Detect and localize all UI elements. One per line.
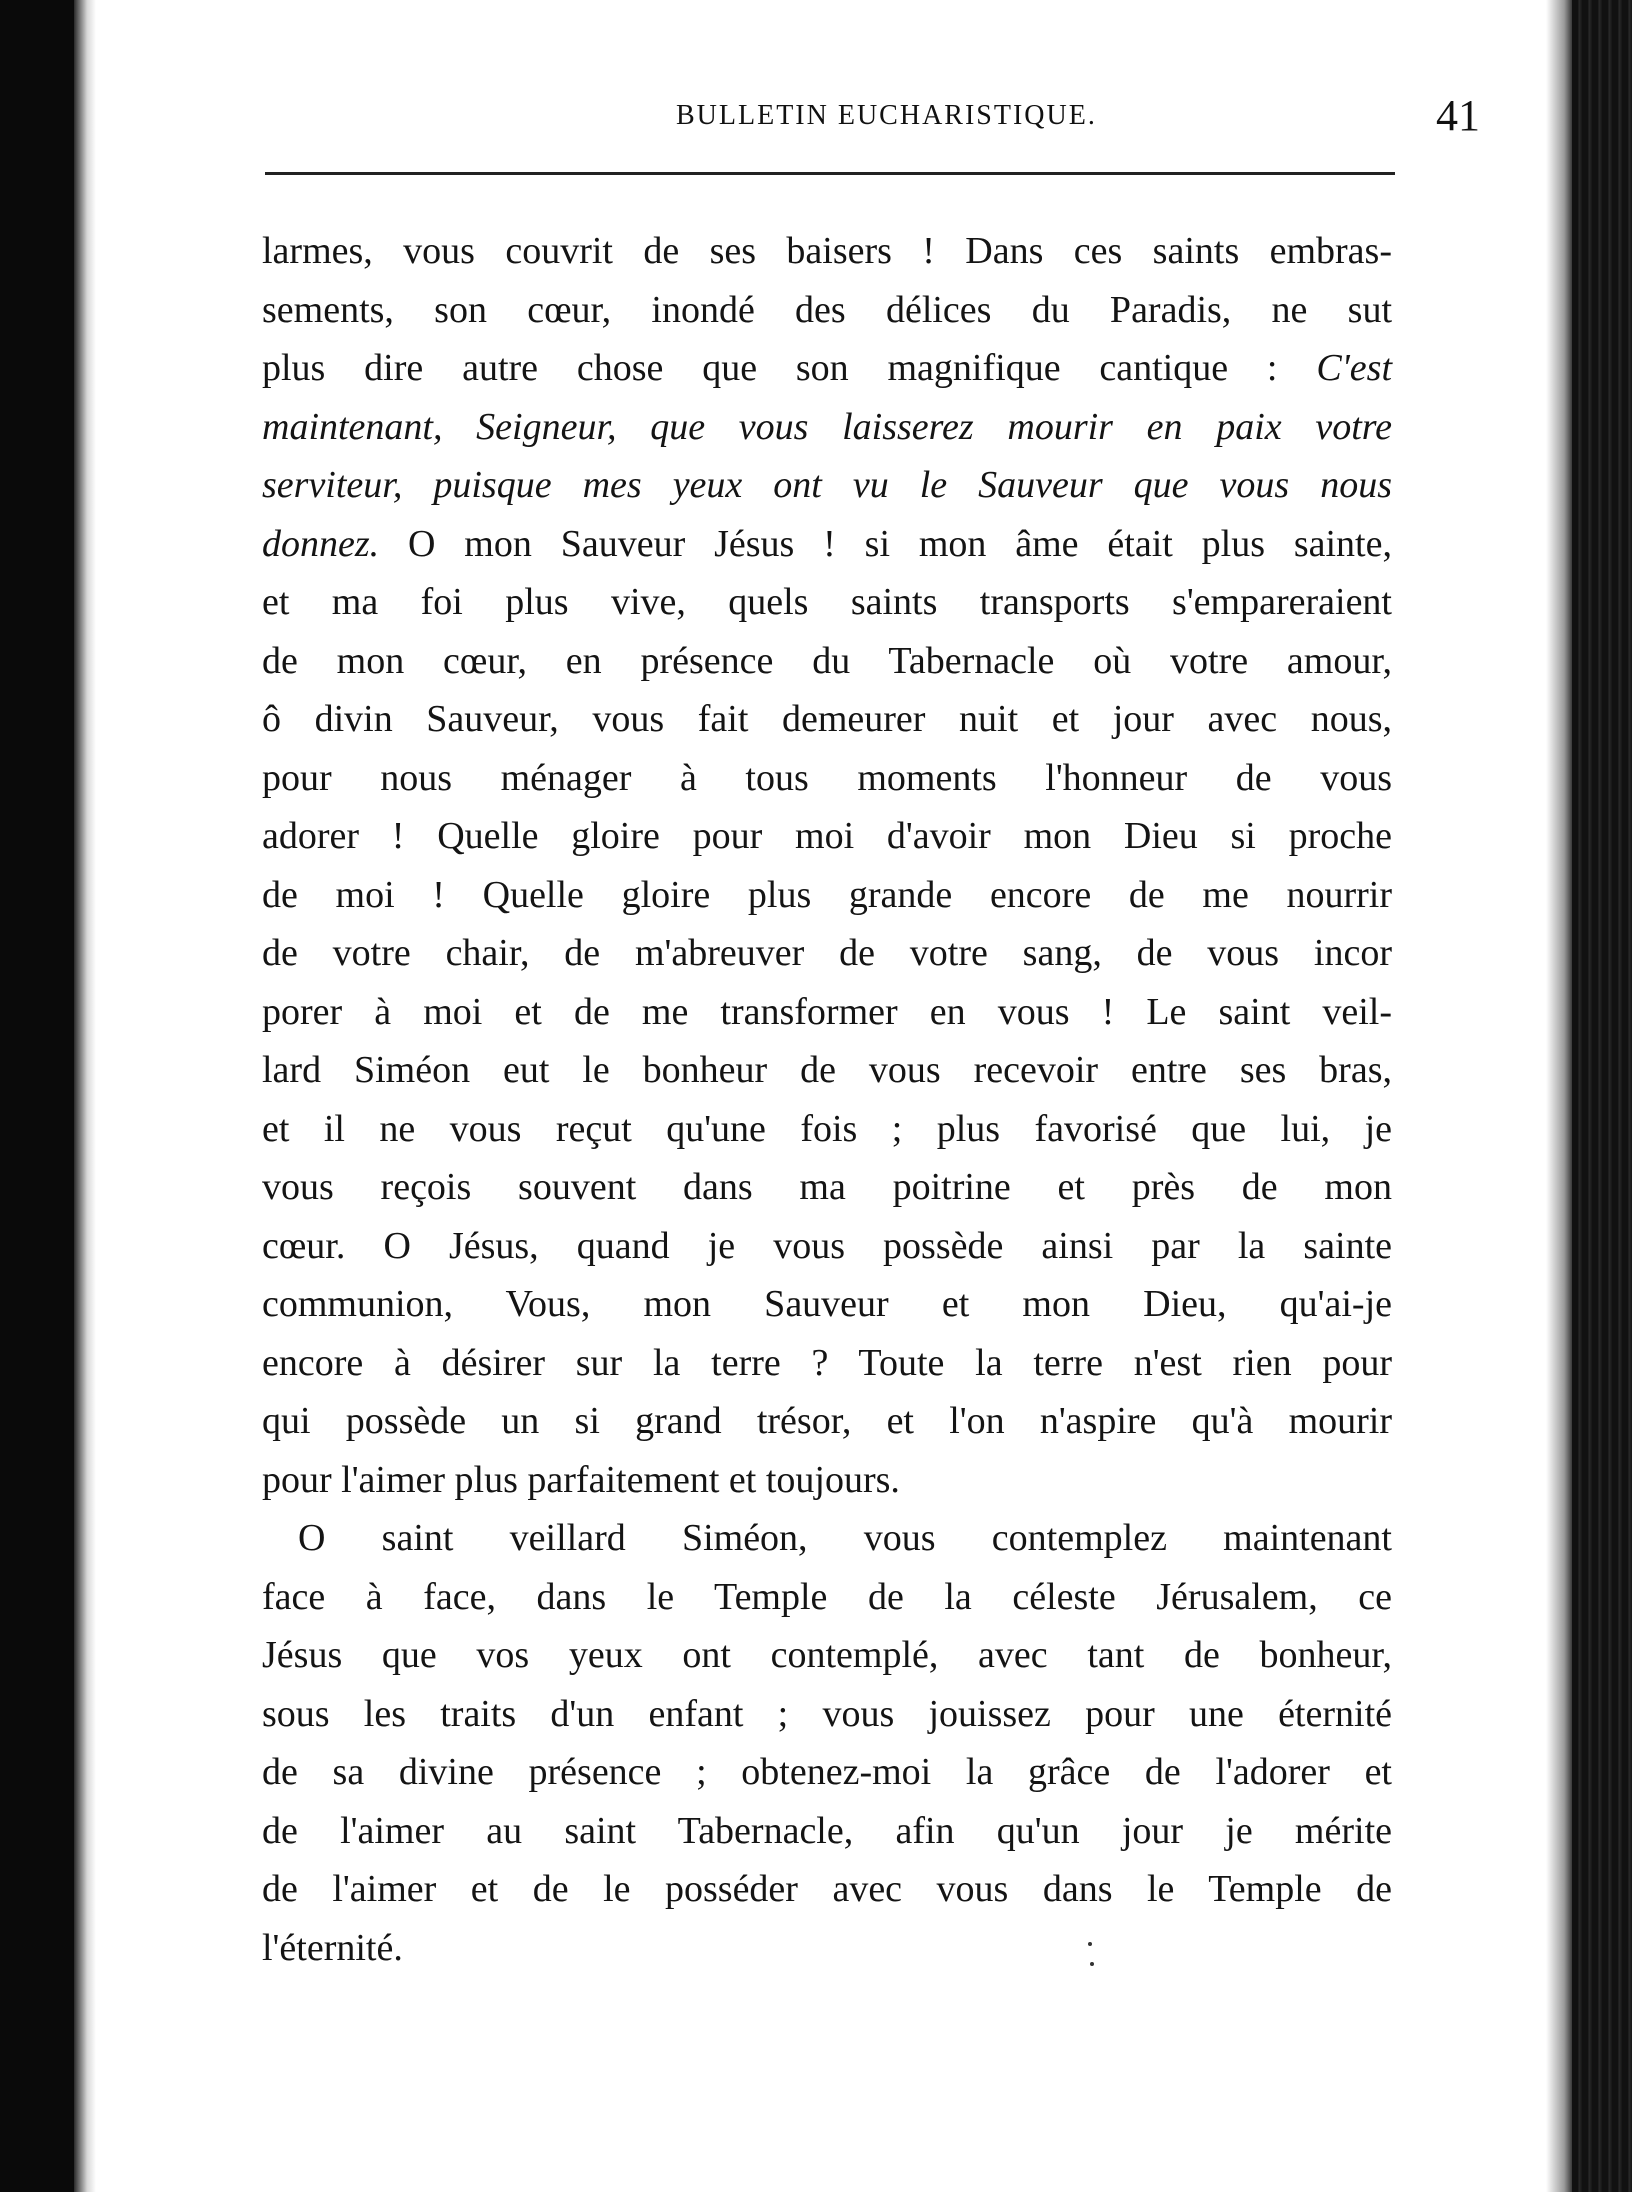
text-line: lard Siméon eut le bonheur de vous recevoir entre ses bras, — [262, 1049, 1392, 1091]
italic-run: donnez. — [262, 522, 380, 565]
page-header — [576, 92, 1506, 142]
text-line: sements, son cœur, inondé des délices du Paradis, ne sut — [262, 288, 1392, 331]
text-line: Jésus que vos yeux ont contemplé, avec tant de bonheur, — [262, 1634, 1392, 1676]
text-line: adorer ! Quelle gloire pour moi d'avoir mon Dieu si proche — [262, 815, 1392, 857]
text-line: de l'aimer au saint Tabernacle, afin qu'un jour je mérite — [262, 1809, 1392, 1852]
text-line: cœur. O Jésus, quand je vous possède ainsi par la sainte — [262, 1224, 1392, 1267]
text-line: face à face, dans le Temple de la céleste Jérusalem, ce — [262, 1575, 1392, 1618]
text-run: plus dire autre chose que son magnifique cantique : — [262, 347, 1317, 389]
text-line: sous les traits d'un enfant ; vous jouissez pour une éternité — [262, 1692, 1392, 1735]
text-line: serviteur, puisque mes yeux ont vu le Sauveur que vous nous — [262, 464, 1392, 506]
scan-speck — [1090, 1962, 1094, 1966]
text-line: porer à moi et de me transformer en vous ! Le saint veil- — [262, 990, 1392, 1033]
header-rule — [265, 172, 1395, 175]
text-line: qui possède un si grand trésor, et l'on n'aspire qu'à mourir — [262, 1400, 1392, 1442]
text-line: et ma foi plus vive, quels saints transports s'empareraient — [262, 581, 1392, 623]
body-text — [262, 222, 1392, 1977]
scan-speck — [1088, 1942, 1092, 1946]
scan-right-shadow — [1546, 0, 1572, 2192]
text-line: O saint veillard Siméon, vous contemplez maintenant — [298, 1517, 1392, 1559]
text-line — [262, 339, 1392, 398]
text-line: ô divin Sauveur, vous fait demeurer nuit et jour avec nous, — [262, 698, 1392, 740]
page-number: 41 — [1436, 91, 1480, 140]
text-line: de votre chair, de m'abreuver de votre sang, de vous incor — [262, 932, 1392, 974]
scan-left-shadow — [74, 0, 96, 2192]
text-line: communion, Vous, mon Sauveur et mon Dieu, qu'ai-je — [262, 1283, 1392, 1325]
text-line: de mon cœur, en présence du Tabernacle où votre amour, — [262, 639, 1392, 682]
text-run: O mon Sauveur Jésus ! si mon âme était plus sainte, — [379, 522, 1392, 565]
text-line: de l'aimer et de le posséder avec vous dans le Temple de — [262, 1868, 1392, 1910]
text-line: encore à désirer sur la terre ? Toute la terre n'est rien pour — [262, 1341, 1392, 1384]
italic-run: C'est — [1316, 347, 1392, 389]
text-line — [262, 515, 1392, 574]
text-line: maintenant, Seigneur, que vous laisserez mourir en paix votre — [262, 405, 1392, 448]
text-line: larmes, vous couvrit de ses baisers ! Dans ces saints embras- — [262, 230, 1392, 272]
text-line: pour l'aimer plus parfaitement et toujours. — [262, 1458, 900, 1501]
text-line: de moi ! Quelle gloire plus grande encore de me nourrir — [262, 873, 1392, 916]
text-line: l'éternité. — [262, 1926, 403, 1969]
text-line: et il ne vous reçut qu'une fois ; plus favorisé que lui, je — [262, 1107, 1392, 1150]
running-title: BULLETIN EUCHARISTIQUE. — [676, 100, 1097, 131]
text-line: pour nous ménager à tous moments l'honneur de vous — [262, 756, 1392, 799]
scan-right-border — [1572, 0, 1632, 2192]
text-line: de sa divine présence ; obtenez-moi la grâce de l'adorer et — [262, 1751, 1392, 1793]
text-line: vous reçois souvent dans ma poitrine et près de mon — [262, 1166, 1392, 1208]
scan-left-border — [0, 0, 74, 2192]
